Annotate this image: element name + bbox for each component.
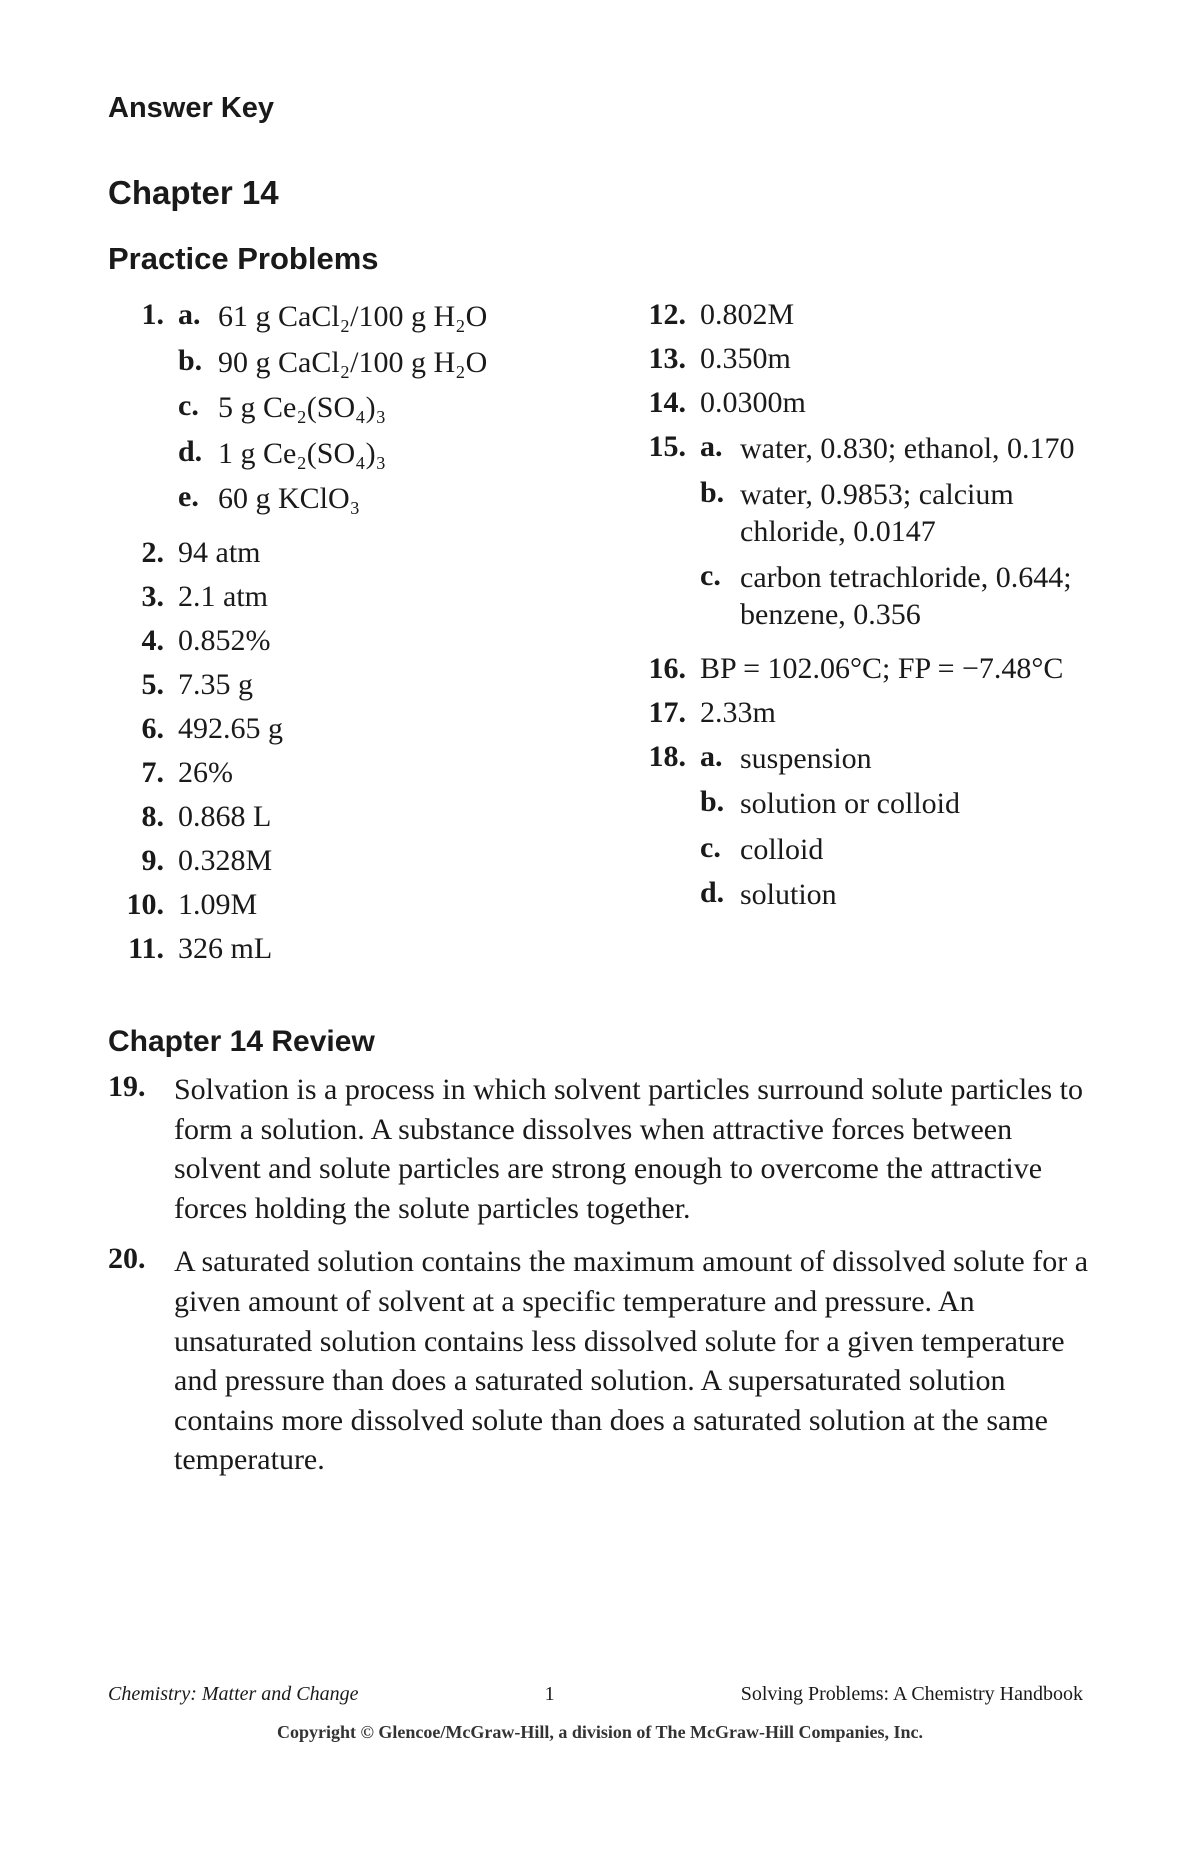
answer-text: 94 atm xyxy=(178,535,261,569)
subitem-text: suspension xyxy=(740,741,872,775)
practice-problems-heading: Practice Problems xyxy=(108,241,379,276)
answer-item xyxy=(108,668,608,702)
answer-item xyxy=(108,580,608,614)
answer-subitem xyxy=(178,435,608,473)
answer-number: 2. xyxy=(141,535,164,569)
subitem-text: 61 g CaCl₂/100 g H₂O xyxy=(218,300,488,333)
answer-number: 17. xyxy=(648,695,686,729)
footer-book-title: Chemistry: Matter and Change xyxy=(108,1683,359,1705)
subitem-letter: d. xyxy=(178,434,203,468)
subitem-text: water, 0.830; ethanol, 0.170 xyxy=(740,432,1075,465)
answer-text: 7.35 g xyxy=(178,667,253,701)
answer-number: 16. xyxy=(648,651,686,685)
subitem-text: solution xyxy=(740,878,837,911)
answer-subitem xyxy=(700,831,1090,869)
copyright: Copyright © Glencoe/McGraw-Hill, a division of The McGraw-Hill Companies, Inc. xyxy=(276,1722,924,1742)
answer-subitem xyxy=(178,389,608,427)
answer-item xyxy=(108,1070,1098,1228)
answer-subitems xyxy=(178,298,608,526)
answer-item xyxy=(108,712,608,746)
subitem-text: 5 g Ce₂(SO₄)₃ xyxy=(218,391,387,424)
answer-text: 0.328M xyxy=(178,843,273,877)
subitem-text: solution or colloid xyxy=(740,787,960,820)
subitem-letter: b. xyxy=(700,785,725,818)
answer-item xyxy=(108,536,608,570)
practice-left-column xyxy=(108,298,608,976)
answer-subitem xyxy=(700,740,1090,778)
answer-subitem xyxy=(700,785,1090,823)
answer-subitem xyxy=(700,476,1090,551)
review-list xyxy=(108,1070,1098,1494)
answer-item xyxy=(108,624,608,658)
answer-number: 19. xyxy=(108,1070,146,1103)
answer-item xyxy=(620,696,1090,730)
subitem-letter: c. xyxy=(178,389,199,422)
footer-page-number: 1 xyxy=(544,1683,555,1705)
answer-number: 9. xyxy=(141,843,164,877)
answer-text: 26% xyxy=(178,755,233,789)
answer-item xyxy=(108,1242,1098,1480)
subitem-letter: a. xyxy=(700,430,723,463)
footer xyxy=(108,1683,1083,1706)
answer-text: 0.0300m xyxy=(700,386,806,419)
practice-right-column xyxy=(620,298,1090,932)
answer-number: 5. xyxy=(141,667,164,701)
answer-subitem xyxy=(178,480,608,518)
answer-number: 3. xyxy=(141,579,164,613)
answer-number: 8. xyxy=(141,799,164,833)
answer-subitems xyxy=(700,740,1090,922)
answer-item xyxy=(620,652,1090,686)
answer-item xyxy=(620,342,1090,376)
answer-text: 2.33m xyxy=(700,695,776,729)
answer-subitem xyxy=(178,298,608,336)
subitem-letter: e. xyxy=(178,480,199,513)
answer-item xyxy=(620,740,1090,922)
answer-text: A saturated solution contains the maximum amount of dissolved solute for a given amount of solvent at a specific temperature and pressure. An unsaturated solution contains less dissolved solute for a given temperature and pressure than does a saturated solution. A supersaturated solution contains more dissolved solute than does a saturated solution at the same temperature. xyxy=(174,1245,1089,1477)
subitem-letter: d. xyxy=(700,876,725,909)
subitem-text: colloid xyxy=(740,832,824,866)
answer-item xyxy=(108,756,608,790)
answer-item xyxy=(620,298,1090,332)
answer-text: 0.802M xyxy=(700,298,795,331)
answer-text: 2.1 atm xyxy=(178,579,268,613)
answer-subitems xyxy=(700,430,1090,642)
subitem-text: 90 g CaCl₂/100 g H₂O xyxy=(218,345,488,379)
answer-number: 7. xyxy=(141,755,164,789)
answer-number: 12. xyxy=(648,298,686,331)
answer-text: 0.350m xyxy=(700,342,791,375)
answer-text: 492.65 g xyxy=(178,711,283,745)
subitem-text: 1 g Ce₂(SO₄)₃ xyxy=(218,436,387,470)
answer-item xyxy=(108,888,608,922)
answer-number: 1. xyxy=(141,298,164,331)
subitem-letter: b. xyxy=(178,343,203,377)
answer-text: BP = 102.06°C; FP = −7.48°C xyxy=(700,651,1064,685)
subitem-text: 60 g KClO₃ xyxy=(218,482,361,515)
answer-item xyxy=(108,932,608,966)
answer-item xyxy=(108,844,608,878)
footer-handbook-title: Solving Problems: A Chemistry Handbook xyxy=(740,1683,1083,1705)
answer-text: Solvation is a process in which solvent particles surround solute particles to form a solution. A substance dissolves when attractive forces between solvent and solute particles are strong enough to overcome the attractive forces holding the solute particles together. xyxy=(174,1073,1083,1225)
subitem-letter: a. xyxy=(178,298,201,331)
answer-text: 326 mL xyxy=(178,931,273,965)
subitem-letter: a. xyxy=(700,739,723,773)
answer-number: 15. xyxy=(648,430,686,463)
answer-number: 14. xyxy=(648,386,686,419)
answer-text: 1.09M xyxy=(178,887,258,921)
subitem-letter: c. xyxy=(700,830,721,864)
chapter-heading: Chapter 14 xyxy=(108,174,279,211)
answer-number: 18. xyxy=(648,739,686,773)
answer-number: 11. xyxy=(128,931,164,965)
answer-number: 4. xyxy=(141,623,164,657)
answer-subitem xyxy=(700,559,1090,634)
answer-item xyxy=(108,800,608,834)
answer-number: 13. xyxy=(648,342,686,375)
answer-key-heading: Answer Key xyxy=(108,92,275,124)
answer-number: 10. xyxy=(126,887,164,921)
answer-text: 0.852% xyxy=(178,623,271,657)
subitem-letter: b. xyxy=(700,475,725,509)
answer-item xyxy=(620,430,1090,642)
answer-item xyxy=(108,298,608,526)
answer-item xyxy=(620,386,1090,420)
answer-subitem xyxy=(700,430,1090,468)
answer-text: 0.868 L xyxy=(178,799,272,833)
answer-subitem xyxy=(178,344,608,382)
answer-number: 6. xyxy=(141,711,164,745)
subitem-text: carbon tetrachloride, 0.644; benzene, 0.356 xyxy=(740,560,1072,631)
subitem-letter: c. xyxy=(700,558,721,592)
subitem-text: water, 0.9853; calcium chloride, 0.0147 xyxy=(740,477,1014,548)
chapter-review-heading: Chapter 14 Review xyxy=(108,1025,375,1058)
answer-number: 20. xyxy=(108,1242,146,1276)
answer-subitem xyxy=(700,876,1090,914)
